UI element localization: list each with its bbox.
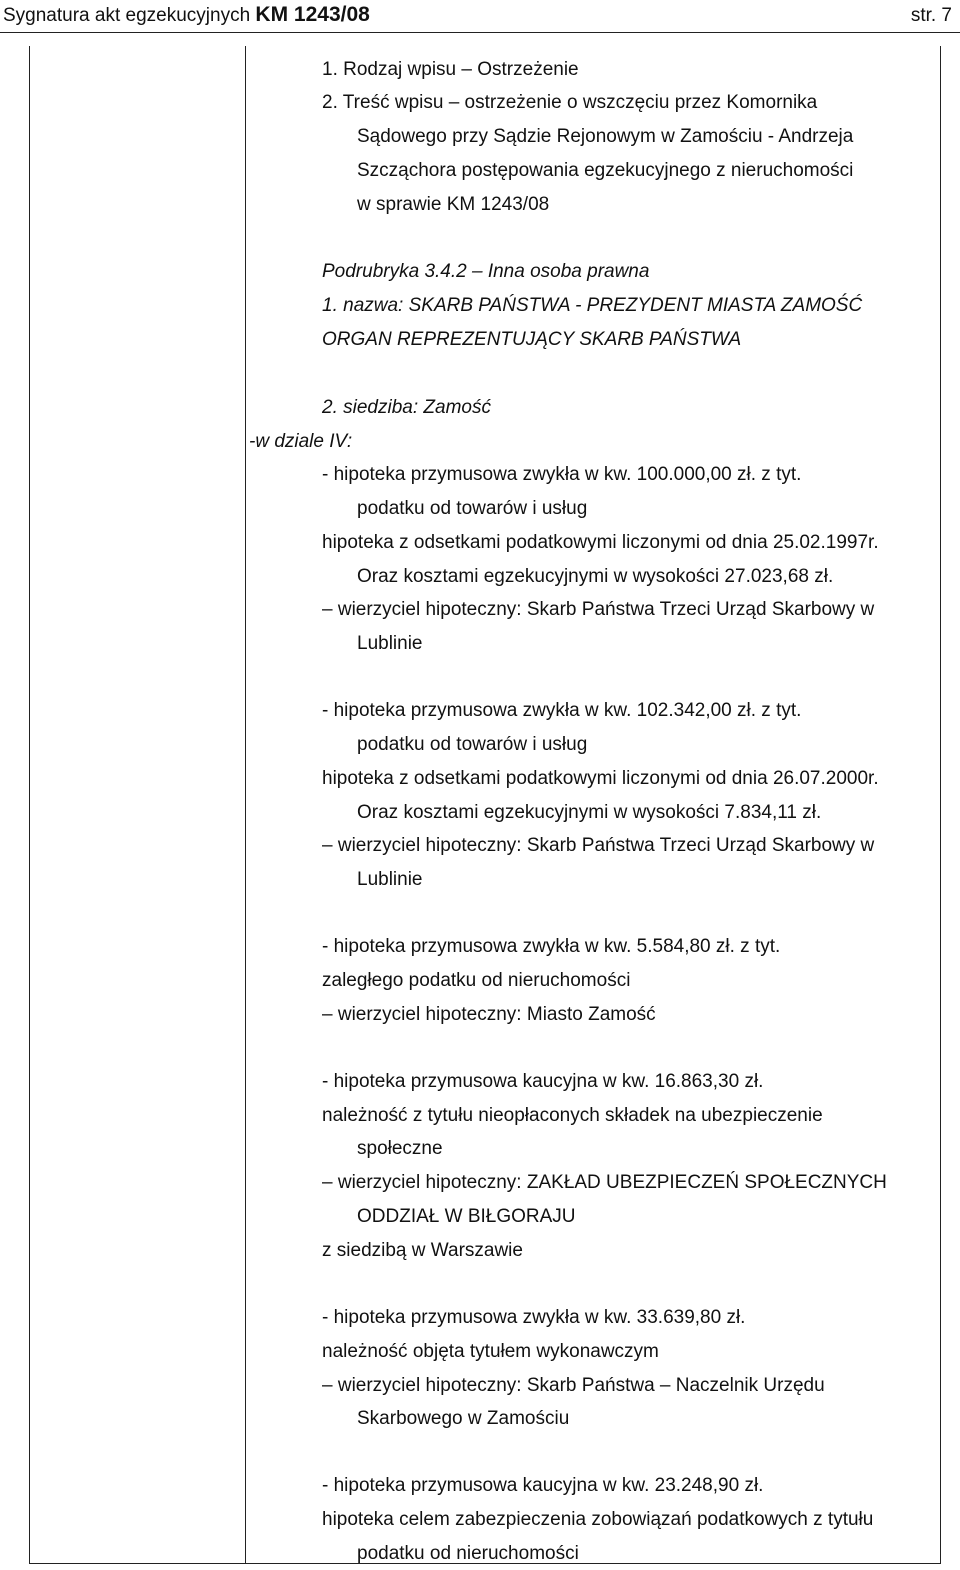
entry-line: w sprawie KM 1243/08 xyxy=(357,194,550,215)
header-title-prefix: Sygnatura akt egzekucyjnych xyxy=(3,5,251,26)
entry-line: – wierzyciel hipoteczny: Skarb Państwa – Naczelnik Urzędu xyxy=(322,1375,825,1396)
entry-line: Sądowego przy Sądzie Rejonowym w Zamościu - Andrzeja xyxy=(357,126,854,147)
entry-line: podatku od nieruchomości xyxy=(357,1543,579,1564)
entry-line: podatku od towarów i usług xyxy=(357,498,588,519)
entry-line: Skarbowego w Zamościu xyxy=(357,1408,570,1429)
entry-line: ODDZIAŁ W BIŁGORAJU xyxy=(357,1206,576,1227)
entry-line: Lublinie xyxy=(357,869,423,890)
table-column-divider xyxy=(245,46,246,1564)
entry-line: podatku od towarów i usług xyxy=(357,734,588,755)
entry-line: - hipoteka przymusowa zwykła w kw. 33.639,80 zł. xyxy=(322,1307,746,1328)
entry-line: zaległego podatku od nieruchomości xyxy=(322,970,631,991)
entry-line: - hipoteka przymusowa zwykła w kw. 102.342,00 zł. z tyt. xyxy=(322,700,802,721)
entry-line: 2. Treść wpisu – ostrzeżenie o wszczęciu przez Komornika xyxy=(322,92,818,113)
table-left-border xyxy=(29,46,30,1564)
entry-line: 1. nazwa: SKARB PAŃSTWA - PREZYDENT MIASTA ZAMOŚĆ xyxy=(322,295,863,316)
entry-line: – wierzyciel hipoteczny: Miasto Zamość xyxy=(322,1004,656,1025)
entry-line: Lublinie xyxy=(357,633,423,654)
entry-line: – wierzyciel hipoteczny: ZAKŁAD UBEZPIECZEŃ SPOŁECZNYCH xyxy=(322,1172,887,1193)
entry-line: hipoteka celem zabezpieczenia zobowiązań podatkowych z tytułu xyxy=(322,1509,874,1530)
entry-line: Szcząchora postępowania egzekucyjnego z nieruchomości xyxy=(357,160,854,181)
header-case-number: KM 1243/08 xyxy=(255,3,370,26)
page-number: str. 7 xyxy=(910,5,952,26)
entry-line: - hipoteka przymusowa zwykła w kw. 5.584,80 zł. z tyt. xyxy=(322,936,781,957)
entry-line: – wierzyciel hipoteczny: Skarb Państwa Trzeci Urząd Skarbowy w xyxy=(322,835,875,856)
entry-line: 2. siedziba: Zamość xyxy=(322,397,491,418)
page-header xyxy=(0,0,960,32)
entry-line: należność z tytułu nieopłaconych składek na ubezpieczenie xyxy=(322,1105,823,1126)
entry-line: hipoteka z odsetkami podatkowymi liczonymi od dnia 25.02.1997r. xyxy=(322,532,879,553)
entry-line: Oraz kosztami egzekucyjnymi w wysokości 7.834,11 zł. xyxy=(357,802,822,823)
header-divider xyxy=(0,32,960,33)
entry-line: Podrubryka 3.4.2 – Inna osoba prawna xyxy=(322,261,650,282)
entry-line: z siedzibą w Warszawie xyxy=(322,1240,523,1261)
entry-line: – wierzyciel hipoteczny: Skarb Państwa Trzeci Urząd Skarbowy w xyxy=(322,599,875,620)
entry-line: - hipoteka przymusowa zwykła w kw. 100.000,00 zł. z tyt. xyxy=(322,464,802,485)
entry-line: 1. Rodzaj wpisu – Ostrzeżenie xyxy=(322,59,579,80)
entry-line: ORGAN REPREZENTUJĄCY SKARB PAŃSTWA xyxy=(322,329,742,350)
entry-line: Oraz kosztami egzekucyjnymi w wysokości 27.023,68 zł. xyxy=(357,566,834,587)
entry-line: - hipoteka przymusowa kaucyjna w kw. 16.863,30 zł. xyxy=(322,1071,764,1092)
entry-line: -w dziale IV: xyxy=(249,431,353,452)
table-right-border xyxy=(940,46,941,1564)
entry-line: społeczne xyxy=(357,1138,443,1159)
header-title xyxy=(3,3,370,27)
entry-line: należność objęta tytułem wykonawczym xyxy=(322,1341,659,1362)
entry-line: hipoteka z odsetkami podatkowymi liczonymi od dnia 26.07.2000r. xyxy=(322,768,879,789)
entry-line: - hipoteka przymusowa kaucyjna w kw. 23.248,90 zł. xyxy=(322,1475,764,1496)
